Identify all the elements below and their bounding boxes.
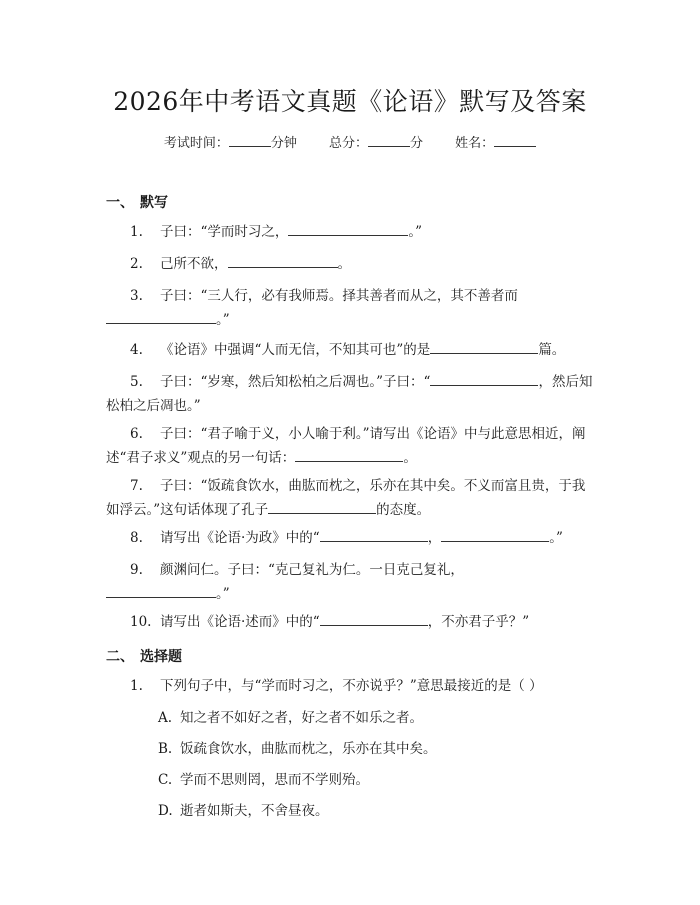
choice-option-b[interactable]: B. 饭疏食饮水，曲肱而枕之，乐亦在其中矣。 [158, 741, 437, 757]
choice-option-d[interactable]: D. 逝者如斯夫，不舍昼夜。 [158, 803, 329, 819]
fill-question-2: 2. 己所不欲， 。 [106, 252, 598, 276]
fill-question-5: 5. 子曰：“岁寒，然后知松柏之后凋也。”子曰：“ ，然后知松柏之后凋也。” [106, 370, 598, 418]
answer-blank[interactable] [295, 447, 403, 462]
exam-meta [0, 132, 700, 151]
time-field: 考试时间： 分钟 [164, 132, 297, 151]
section-heading-2: 二、 选择题 [106, 649, 182, 665]
fill-question-8: 8. 请写出《论语·为政》中的“ ， 。” [106, 526, 598, 550]
answer-blank[interactable] [430, 371, 538, 386]
answer-blank[interactable] [320, 611, 428, 626]
answer-blank[interactable] [106, 309, 216, 324]
section-heading-1: 一、 默写 [106, 195, 168, 211]
answer-blank[interactable] [228, 253, 338, 268]
fill-question-10: 10. 请写出《论语·述而》中的“ ，不亦君子乎？” [106, 610, 598, 634]
answer-blank[interactable] [106, 583, 216, 598]
answer-blank[interactable] [320, 527, 428, 542]
time-blank[interactable] [229, 132, 271, 147]
fill-question-3: 3. 子曰：“三人行，必有我师焉。择其善者而从之，其不善者而 。” [106, 284, 598, 332]
score-blank[interactable] [368, 132, 410, 147]
choice-option-c[interactable]: C. 学而不思则罔，思而不学则殆。 [158, 772, 369, 788]
fill-question-9: 9. 颜渊问仁。子曰：“克己复礼为仁。一日克己复礼， 。” [106, 558, 598, 606]
answer-blank[interactable] [430, 339, 538, 354]
choice-option-a[interactable]: A. 知之者不如好之者，好之者不如乐之者。 [158, 710, 423, 726]
score-field: 总分： 分 [329, 132, 423, 151]
answer-blank[interactable] [288, 221, 408, 236]
fill-question-6: 6. 子曰：“君子喻于义，小人喻于利。”请写出《论语》中与此意思相近，阐述“君子求义”观点的另一句话： 。 [106, 426, 586, 466]
fill-question-1: 1. 子曰：“学而时习之， 。” [106, 220, 598, 244]
answer-blank[interactable] [441, 527, 549, 542]
name-field: 姓名： [455, 132, 536, 151]
fill-question-7: 7. 子曰：“饭疏食饮水，曲肱而枕之，乐亦在其中矣。不义而富且贵，于我如浮云。”这句话体现了孔子 的态度。 [106, 478, 586, 518]
name-blank[interactable] [494, 132, 536, 147]
page-title: 2026年中考语文真题《论语》默写及答案 [113, 87, 587, 116]
answer-blank[interactable] [268, 499, 376, 514]
fill-question-4: 4. 《论语》中强调“人而无信，不知其可也”的是 篇。 [106, 338, 598, 362]
choice-question-1: 1. 下列句子中，与“学而时习之，不亦说乎？”意思最接近的是（ ） [130, 678, 543, 694]
